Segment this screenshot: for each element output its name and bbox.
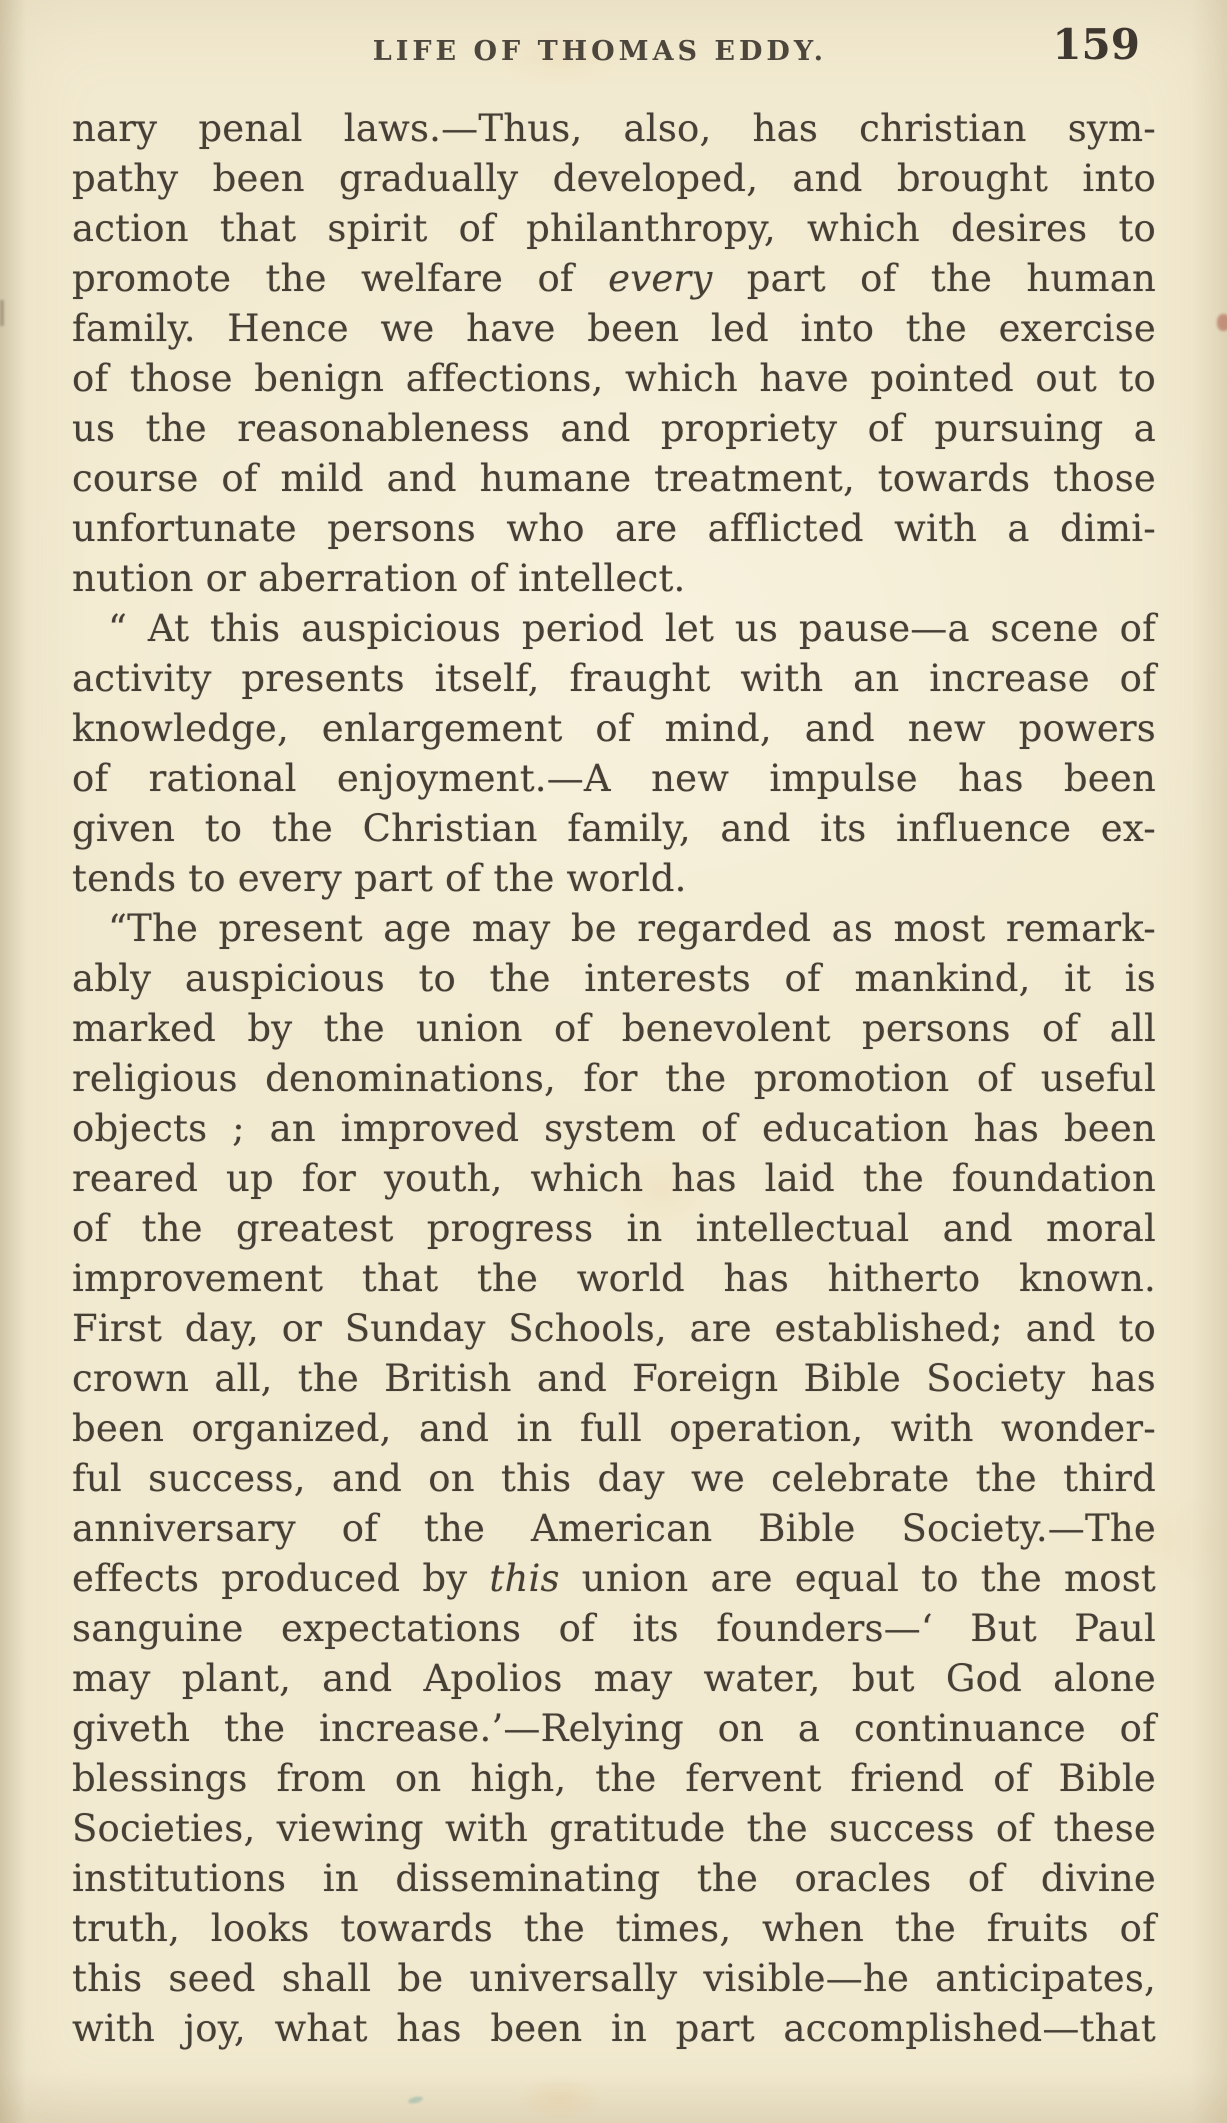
text-line — [72, 1004, 1156, 1054]
text-line — [72, 1204, 1156, 1254]
text-line — [72, 1354, 1156, 1404]
text-line — [72, 1054, 1156, 1104]
text-segment: blessings from on high, the fervent friend of Bible — [72, 1757, 1156, 1800]
text-segment: Societies, viewing with gratitude the success of these — [72, 1807, 1156, 1850]
text-line — [72, 104, 1156, 154]
text-line — [72, 454, 1156, 504]
text-segment: First day, or Sunday Schools, are established; and to — [72, 1307, 1156, 1350]
text-line — [72, 154, 1156, 204]
text-line — [72, 1754, 1156, 1804]
text-segment: “The present age may be regarded as most remark- — [108, 907, 1156, 950]
text-line — [72, 1654, 1156, 1704]
text-segment: improvement that the world has hitherto known. — [72, 1257, 1156, 1300]
text-segment: may plant, and Apolios may water, but God alone — [72, 1657, 1156, 1700]
text-segment: family. Hence we have been led into the exercise — [72, 307, 1156, 350]
page-header — [0, 0, 1227, 90]
text-segment: giveth the increase.’—Relying on a continuance of — [72, 1707, 1156, 1750]
text-segment: reared up for youth, which has laid the foundation — [72, 1157, 1156, 1200]
text-segment: action that spirit of philanthropy, which desires to — [72, 207, 1156, 250]
text-segment: ful success, and on this day we celebrate the third — [72, 1457, 1156, 1500]
text-segment: institutions in disseminating the oracles of divine — [72, 1857, 1156, 1900]
text-segment: truth, looks towards the times, when the fruits of — [72, 1907, 1156, 1950]
text-segment: ably auspicious to the interests of mankind, it is — [72, 957, 1156, 1000]
text-line — [72, 1454, 1156, 1504]
red-margin-mark — [1217, 314, 1227, 331]
text-segment: with joy, what has been in part accomplished—that — [72, 2007, 1156, 2050]
text-segment: given to the Christian family, and its influence ex- — [72, 807, 1156, 850]
text-line — [72, 354, 1156, 404]
text-line — [72, 954, 1156, 1004]
text-line — [72, 654, 1156, 704]
text-segment: this seed shall be universally visible—he anticipates, — [72, 1957, 1156, 2000]
text-segment: religious denominations, for the promotion of useful — [72, 1057, 1156, 1100]
text-segment: course of mild and humane treatment, towards those — [72, 457, 1156, 500]
text-line — [72, 1604, 1156, 1654]
text-line — [72, 254, 1156, 304]
text-segment: been organized, and in full operation, with wonder- — [72, 1407, 1156, 1450]
running-header-title: LIFE OF THOMAS EDDY. — [372, 36, 828, 67]
text-line — [72, 804, 1156, 854]
text-line — [72, 1504, 1156, 1554]
text-line — [72, 1704, 1156, 1754]
text-line — [72, 1854, 1156, 1904]
text-segment: part of the human — [712, 257, 1156, 300]
text-segment: activity presents itself, fraught with an increase of — [72, 657, 1156, 700]
text-segment: “ At this auspicious period let us pause—a scene of — [108, 607, 1156, 650]
text-segment: effects produced by — [72, 1557, 490, 1600]
text-line — [72, 1254, 1156, 1304]
text-line — [72, 604, 1156, 654]
text-line — [72, 554, 1156, 604]
text-segment: of those benign affections, which have pointed out to — [72, 357, 1156, 400]
text-segment: marked by the union of benevolent persons of all — [72, 1007, 1156, 1050]
text-line — [72, 1104, 1156, 1154]
text-line — [72, 1804, 1156, 1854]
text-segment: crown all, the British and Foreign Bible Society has — [72, 1357, 1156, 1400]
text-segment: nution or aberration of intellect. — [72, 557, 686, 600]
text-line — [72, 204, 1156, 254]
text-line — [72, 704, 1156, 754]
text-segment: union are equal to the most — [559, 1557, 1156, 1600]
text-line — [72, 1954, 1156, 2004]
text-segment: objects ; an improved system of education has been — [72, 1107, 1156, 1150]
text-line — [72, 1154, 1156, 1204]
text-segment: promote the welfare of — [72, 257, 609, 300]
italic-text-segment: every — [608, 257, 713, 300]
page-number: 159 — [1052, 20, 1140, 69]
text-segment: sanguine expectations of its founders—‘ But Paul — [72, 1607, 1156, 1650]
scan-edge-mark — [0, 300, 4, 326]
text-segment: us the reasonableness and propriety of pursuing a — [72, 407, 1156, 450]
text-line — [72, 1304, 1156, 1354]
text-line — [72, 304, 1156, 354]
text-line — [72, 904, 1156, 954]
teal-ink-speck — [407, 2095, 423, 2104]
text-segment: anniversary of the American Bible Society.—The — [72, 1507, 1156, 1550]
body-text — [72, 104, 1156, 2054]
text-line — [72, 2004, 1156, 2054]
text-line — [72, 1904, 1156, 1954]
text-segment: unfortunate persons who are afflicted with a dimi- — [72, 507, 1156, 550]
text-segment: tends to every part of the world. — [72, 857, 687, 900]
text-line — [72, 404, 1156, 454]
italic-text-segment: this — [489, 1557, 560, 1600]
text-line — [72, 1404, 1156, 1454]
text-line — [72, 854, 1156, 904]
text-segment: of the greatest progress in intellectual and moral — [72, 1207, 1156, 1250]
text-line — [72, 1554, 1156, 1604]
text-segment: nary penal laws.—Thus, also, has christian sym- — [72, 107, 1156, 150]
text-segment: knowledge, enlargement of mind, and new powers — [72, 707, 1156, 750]
text-line — [72, 504, 1156, 554]
text-segment: pathy been gradually developed, and brought into — [72, 157, 1156, 200]
text-line — [72, 754, 1156, 804]
text-segment: of rational enjoyment.—A new impulse has been — [72, 757, 1156, 800]
